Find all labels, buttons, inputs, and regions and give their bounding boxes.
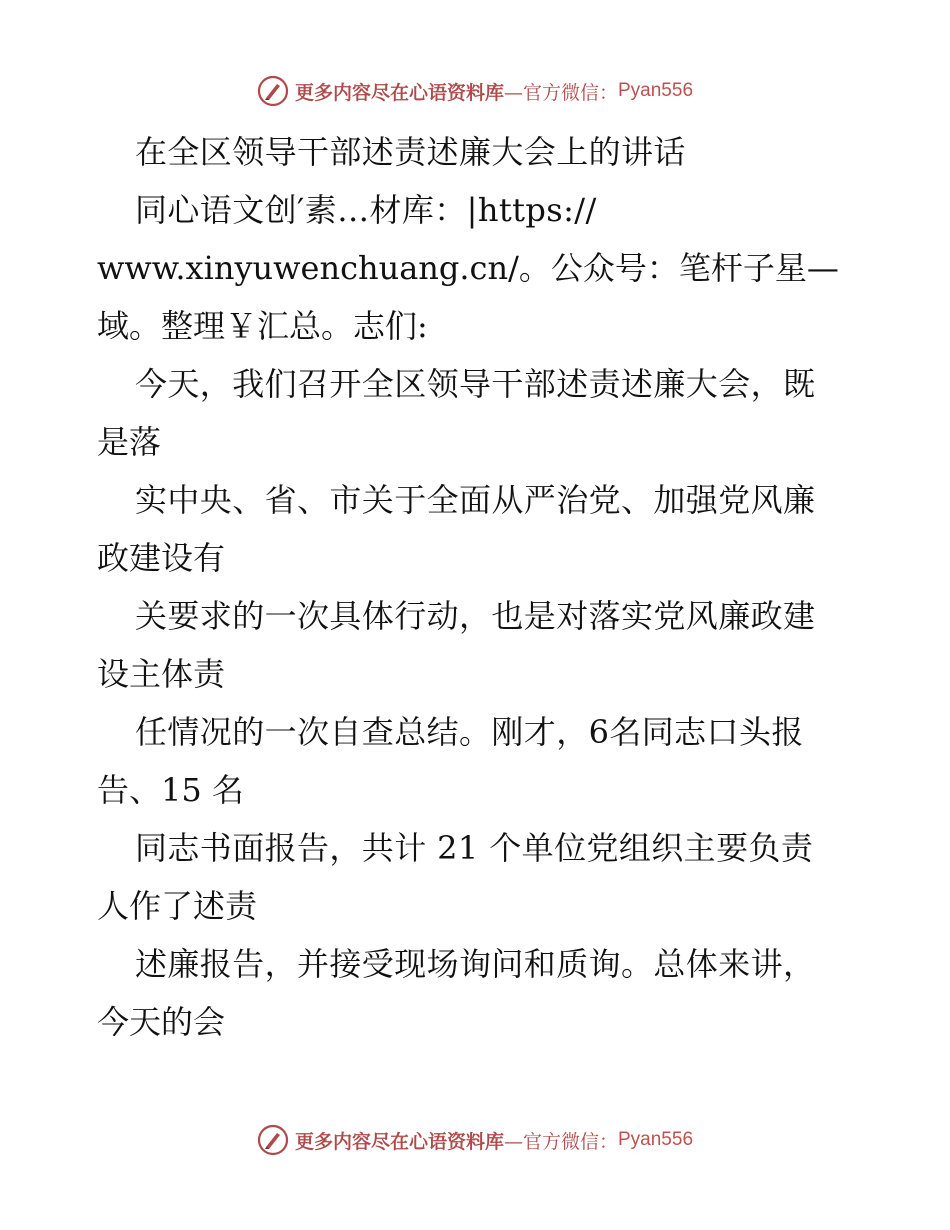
document-line: 人作了述责	[97, 887, 258, 925]
banner-wechat-id: Pyan556	[618, 80, 694, 101]
brush-logo-icon	[257, 75, 289, 107]
document-line: 是落	[97, 423, 162, 461]
document-line: 域。整理￥汇总。志们:	[97, 307, 428, 345]
document-line: 今天的会	[97, 1003, 226, 1041]
document-line: 今天，我们召开全区领导干部述责述廉大会，既	[135, 365, 816, 403]
brush-logo-icon	[257, 1124, 289, 1156]
document-line: 设主体责	[97, 655, 226, 693]
banner-suffix: —官方微信：	[503, 1130, 618, 1153]
document-line: 政建设有	[97, 539, 226, 577]
document-body	[97, 123, 857, 1051]
document-line: 关要求的一次具体行动，也是对落实党风廉政建	[135, 597, 816, 635]
document-line: www.xinyuwenchuang.cn/。公众号：笔杆子星—	[97, 249, 839, 287]
document-line: 同志书面报告，共计 21 个单位党组织主要负责	[135, 829, 814, 867]
banner-wechat-id: Pyan556	[618, 1129, 694, 1150]
document-line: 实中央、省、市关于全面从严治党、加强党风廉	[135, 481, 816, 519]
footer-banner	[0, 1120, 950, 1160]
header-banner	[0, 71, 950, 111]
document-line: 任情况的一次自查总结。刚才，6名同志口头报	[135, 713, 804, 751]
banner-suffix: —官方微信：	[503, 81, 618, 104]
document-line: 告、15 名	[97, 771, 244, 809]
banner-prefix: 更多内容尽在心语资料库	[294, 1130, 504, 1153]
document-line: 同心语文创′素…材库：|https://	[135, 191, 597, 229]
document-title: 在全区领导干部述责述廉大会上的讲话	[135, 133, 686, 171]
banner-prefix: 更多内容尽在心语资料库	[294, 81, 504, 104]
document-line: 述廉报告，并接受现场询问和质询。总体来讲，	[135, 945, 816, 983]
